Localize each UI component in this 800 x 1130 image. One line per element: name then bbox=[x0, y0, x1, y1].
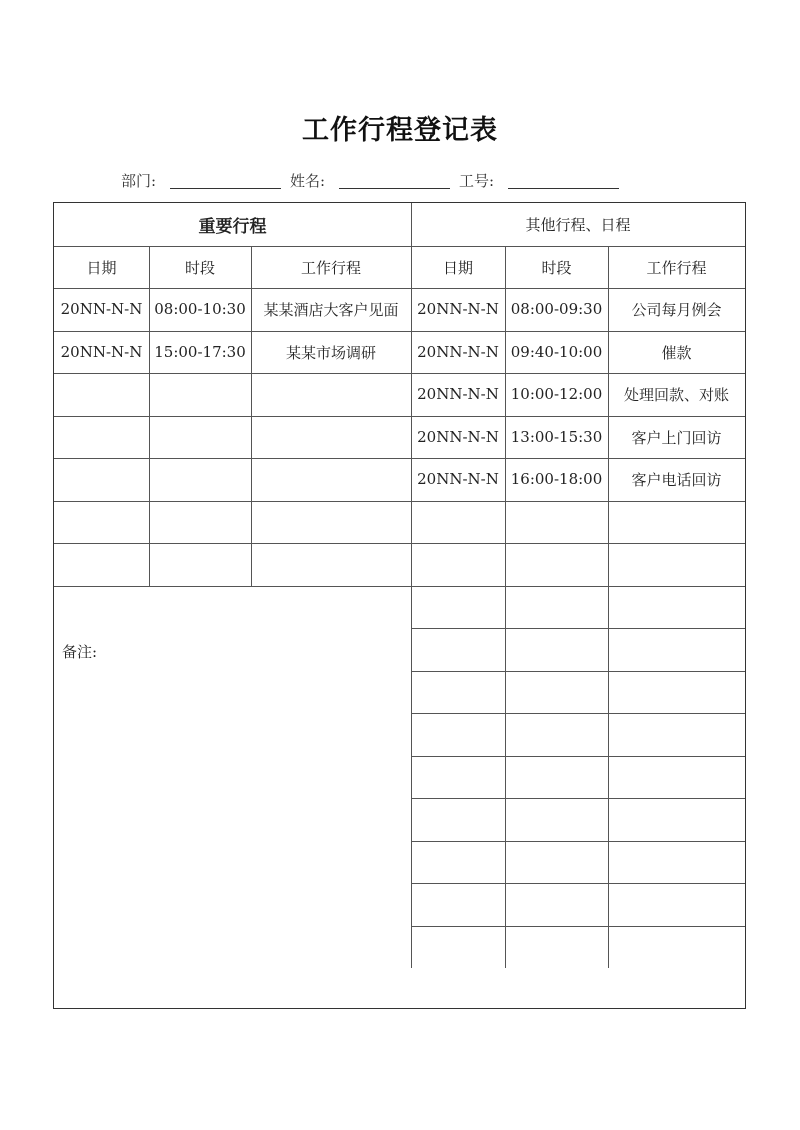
table-cell: 13:00-15:30 bbox=[510, 428, 603, 447]
table-cell bbox=[505, 543, 608, 586]
table-cell bbox=[54, 543, 149, 586]
table-cell bbox=[411, 501, 505, 544]
table-cell bbox=[608, 926, 745, 969]
table-cell bbox=[251, 501, 411, 544]
table-cell bbox=[505, 671, 608, 714]
table-cell bbox=[411, 628, 505, 671]
table-cell bbox=[608, 756, 745, 799]
table-cell: 20NN-N-N bbox=[60, 300, 143, 319]
column-header: 工作行程 bbox=[646, 258, 707, 277]
table-cell: 10:00-12:00 bbox=[510, 385, 603, 404]
table-cell bbox=[411, 713, 505, 756]
table-cell bbox=[411, 883, 505, 926]
table-cell: 处理回款、对账 bbox=[623, 385, 729, 404]
column-header: 工作行程 bbox=[300, 258, 361, 277]
table-cell bbox=[411, 756, 505, 799]
table-cell: 16:00-18:00 bbox=[510, 470, 603, 489]
department-label: 部门: bbox=[121, 172, 157, 190]
table-cell bbox=[54, 501, 149, 544]
table-cell bbox=[608, 628, 745, 671]
table-cell bbox=[505, 713, 608, 756]
table-cell bbox=[251, 373, 411, 416]
table-cell bbox=[608, 883, 745, 926]
table-cell bbox=[608, 586, 745, 629]
table-cell bbox=[149, 416, 251, 459]
table-cell: 08:00-09:30 bbox=[510, 300, 603, 319]
table-cell bbox=[149, 501, 251, 544]
important-heading: 重要行程 bbox=[198, 216, 267, 237]
table-cell: 20NN-N-N bbox=[417, 343, 499, 362]
page-title: 工作行程登记表 bbox=[302, 115, 498, 146]
row-line bbox=[54, 586, 411, 587]
table-cell bbox=[411, 671, 505, 714]
table-cell bbox=[54, 416, 149, 459]
table-cell: 20NN-N-N bbox=[417, 428, 499, 447]
table-cell bbox=[149, 373, 251, 416]
name-label: 姓名: bbox=[290, 172, 326, 190]
table-cell bbox=[505, 501, 608, 544]
table-cell bbox=[608, 501, 745, 544]
table-cell bbox=[411, 798, 505, 841]
table-cell bbox=[411, 586, 505, 629]
table-cell bbox=[608, 671, 745, 714]
table-cell bbox=[149, 543, 251, 586]
table-cell bbox=[505, 586, 608, 629]
table-cell: 某某市场调研 bbox=[285, 343, 376, 362]
table-cell bbox=[505, 798, 608, 841]
table-cell bbox=[608, 713, 745, 756]
info-row bbox=[0, 170, 800, 192]
table-cell bbox=[411, 543, 505, 586]
table-cell: 客户上门回访 bbox=[631, 428, 722, 447]
table-cell: 客户电话回访 bbox=[631, 470, 722, 489]
table-cell: 08:00-10:30 bbox=[154, 300, 246, 319]
table-cell: 20NN-N-N bbox=[60, 343, 143, 362]
table-cell bbox=[251, 543, 411, 586]
table-cell bbox=[608, 841, 745, 884]
table-cell: 20NN-N-N bbox=[417, 385, 499, 404]
table-cell bbox=[54, 373, 149, 416]
table-cell bbox=[505, 628, 608, 671]
table-cell bbox=[505, 841, 608, 884]
column-header: 日期 bbox=[442, 258, 473, 277]
table-cell bbox=[149, 458, 251, 501]
table-cell bbox=[251, 458, 411, 501]
table-cell bbox=[411, 841, 505, 884]
table-cell: 20NN-N-N bbox=[417, 470, 499, 489]
id-field[interactable] bbox=[508, 188, 619, 189]
table-cell: 公司每月例会 bbox=[631, 300, 722, 319]
column-header: 时段 bbox=[541, 258, 572, 277]
table-cell bbox=[505, 883, 608, 926]
column-header: 日期 bbox=[86, 258, 117, 277]
id-label: 工号: bbox=[459, 172, 495, 190]
table-cell bbox=[505, 926, 608, 969]
table-cell: 15:00-17:30 bbox=[154, 343, 246, 362]
notes-label: 备注: bbox=[62, 643, 98, 661]
table-cell bbox=[608, 543, 745, 586]
table-cell bbox=[54, 458, 149, 501]
table-cell bbox=[608, 798, 745, 841]
other-heading: 其他行程、日程 bbox=[525, 215, 631, 234]
table-cell: 09:40-10:00 bbox=[510, 343, 603, 362]
table-cell: 催款 bbox=[661, 343, 692, 362]
table-cell: 某某酒店大客户见面 bbox=[263, 300, 399, 319]
table-cell bbox=[505, 756, 608, 799]
column-header: 时段 bbox=[184, 258, 215, 277]
department-field[interactable] bbox=[170, 188, 281, 189]
table-cell bbox=[251, 416, 411, 459]
table-cell bbox=[411, 926, 505, 969]
schedule-table bbox=[53, 202, 746, 1009]
name-field[interactable] bbox=[339, 188, 450, 189]
table-cell: 20NN-N-N bbox=[417, 300, 499, 319]
